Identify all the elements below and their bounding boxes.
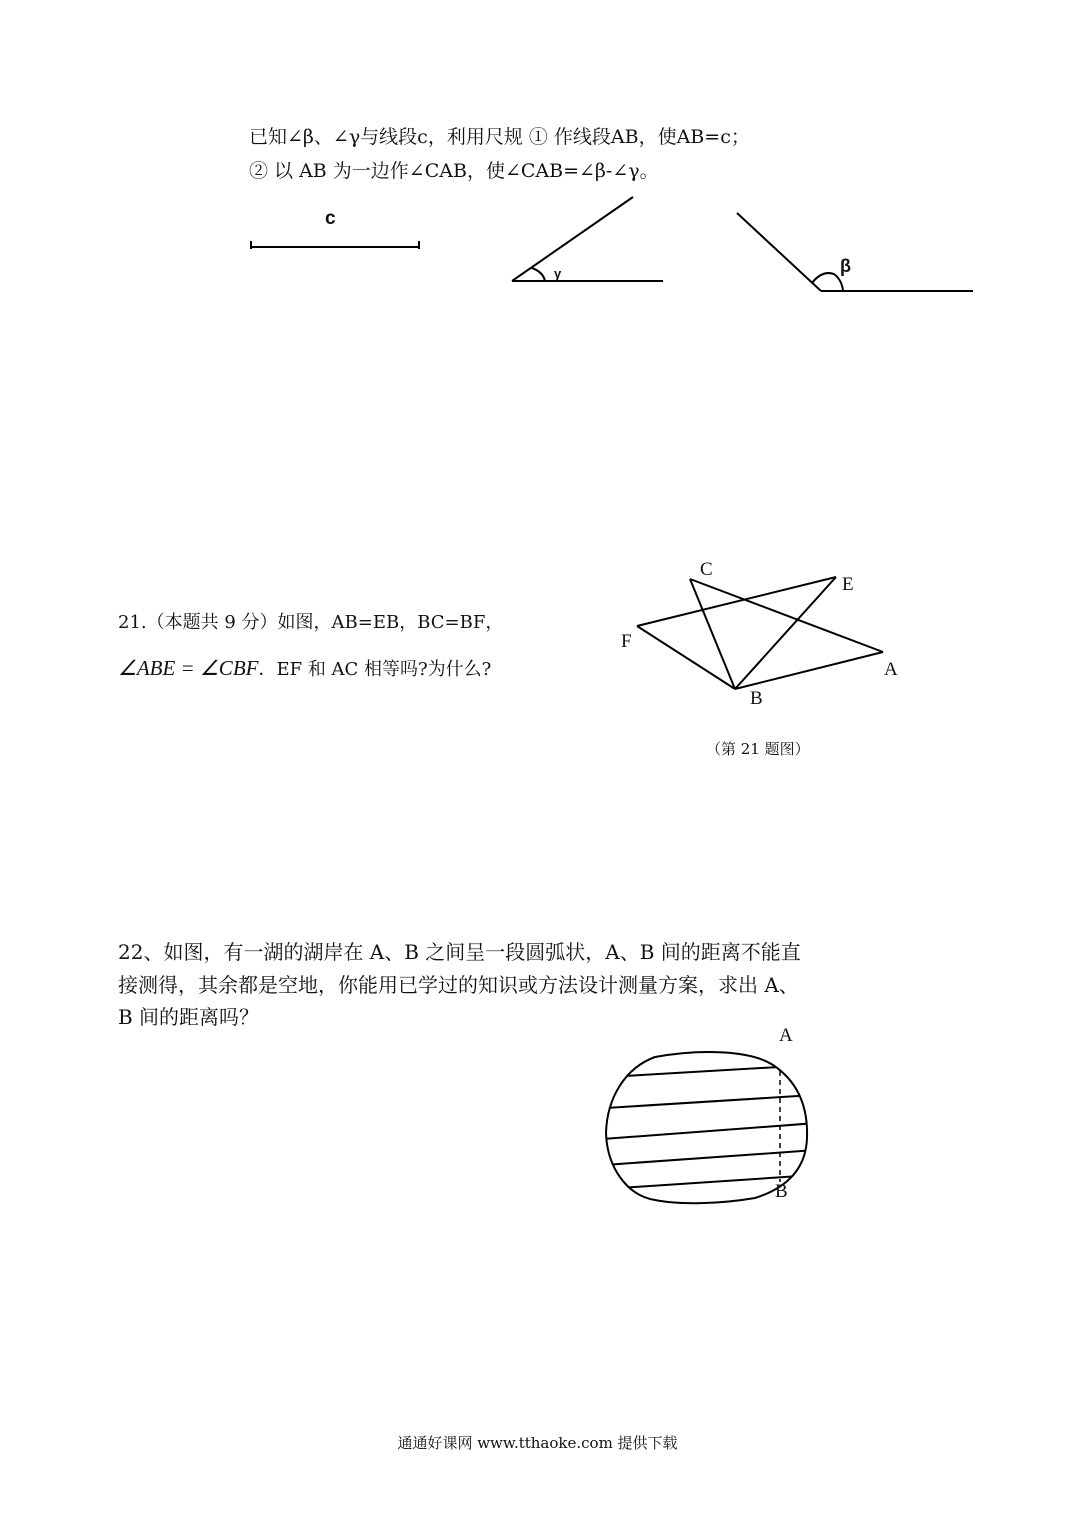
q21-line-2-rest: ．EF 和 AC 相等吗?为什么? (258, 659, 492, 680)
q22-line-2: 接测得，其余都是空地，你能用已学过的知识或方法设计测量方案，求出 A、 (118, 973, 799, 997)
q21-line-1: 21.（本题共 9 分）如图，AB=EB，BC=BF， (118, 612, 504, 633)
q20-line-2: ② 以 AB 为一边作∠CAB，使∠CAB=∠β-∠γ。 (249, 160, 659, 182)
angle-gamma-label: γ (554, 266, 562, 281)
lake-point-B-label: B (775, 1181, 788, 1202)
lake-hatching (590, 1064, 830, 1190)
q21-formula: ∠ABE = ∠CBF (118, 656, 259, 680)
segment-c-label: c (325, 208, 336, 229)
lake-point-A-label: A (779, 1025, 793, 1046)
point-A-label: A (884, 659, 898, 680)
point-C-label: C (700, 559, 713, 580)
angle-beta-label: β (840, 256, 851, 276)
q22-line-3: B 间的距离吗？ (118, 1005, 260, 1029)
point-E-label: E (842, 574, 854, 595)
q20-line-1: 已知∠β、∠γ与线段c，利用尺规 ① 作线段AB，使AB=c； (249, 126, 750, 148)
point-F-label: F (621, 631, 632, 652)
page-footer: 通通好课网 www.tthaoke.com 提供下载 (397, 1434, 678, 1452)
point-B-label: B (750, 688, 763, 709)
q22-line-1: 22、如图，有一湖的湖岸在 A、B 之间呈一段圆弧状，A、B 间的距离不能直 (118, 940, 801, 964)
q21-figure-caption: （第 21 题图） (706, 740, 810, 758)
